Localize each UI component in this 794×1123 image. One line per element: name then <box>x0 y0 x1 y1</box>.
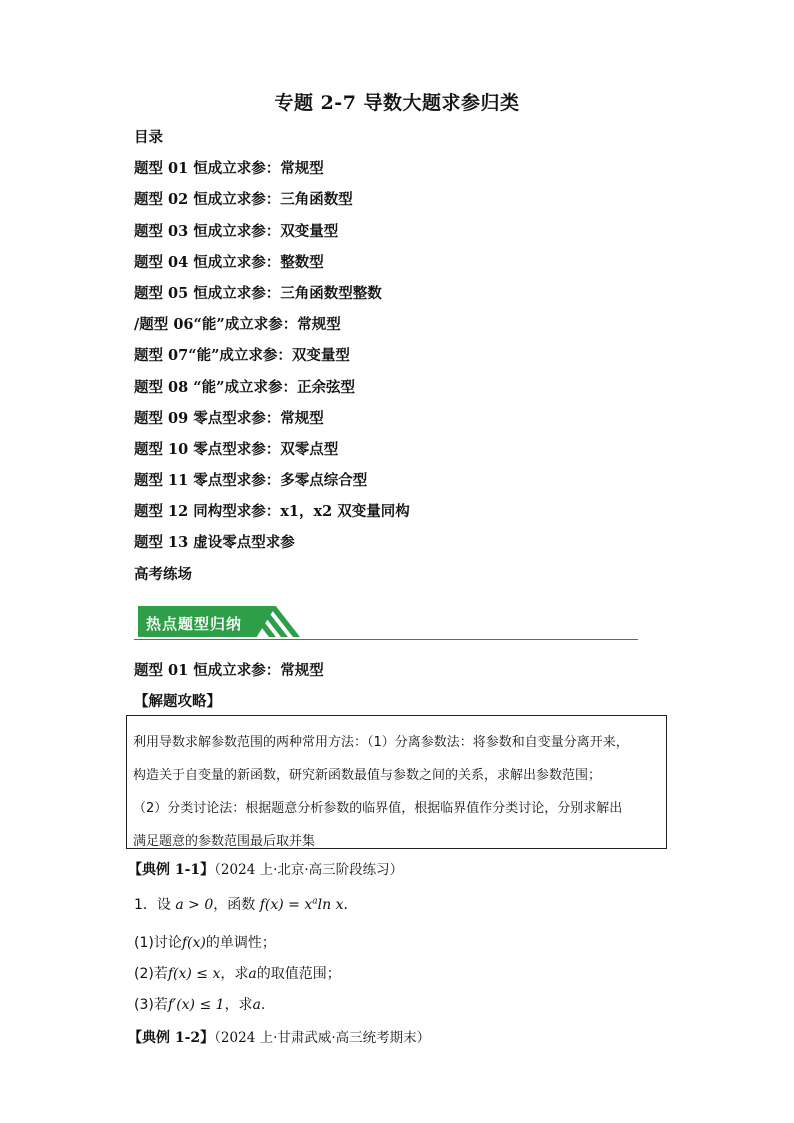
math-function-tail: ln x <box>317 897 344 913</box>
section-heading: 题型 01 恒成立求参：常规型 <box>134 662 324 679</box>
question-1 <box>134 932 276 952</box>
q3-mid: ，求 <box>224 997 253 1013</box>
toc-item[interactable]: /题型 06“能”成立求参：常规型 <box>134 316 341 334</box>
strategy-line: 利用导数求解参数范围的两种常用方法：（1）分离参数法：将参数和自变量分离开来， <box>133 735 629 750</box>
q2-expr: f(x) ≤ x <box>167 966 221 982</box>
strategy-line: 构造关于自变量的新函数，研究新函数最值与参数之间的关系，求解出参数范围； <box>133 768 602 783</box>
toc-footer[interactable]: 高考练场 <box>134 565 192 583</box>
page-title: 专题 2-7 导数大题求参归类 <box>274 92 520 114</box>
toc-item[interactable]: 题型 03 恒成立求参：双变量型 <box>134 222 339 240</box>
example-label: 【典例 1-1】 <box>128 862 215 878</box>
toc-item[interactable]: 题型 08 “能”成立求参：正余弦型 <box>134 378 355 396</box>
question-2 <box>134 963 341 983</box>
strategy-box <box>126 715 667 849</box>
strategy-line: （2）分类讨论法：根据题意分析参数的临界值，根据临界值作分类讨论，分别求解出 <box>133 801 623 816</box>
question-3 <box>134 994 265 1014</box>
q1-suffix: 的单调性； <box>205 935 276 951</box>
q3-expr: f′(x) ≤ 1 <box>167 997 225 1013</box>
toc-item[interactable]: 题型 07“能”成立求参：双变量型 <box>134 347 350 365</box>
example-heading <box>128 1026 430 1047</box>
example-source: （2024 上·甘肃武威·高三统考期末） <box>214 1030 431 1046</box>
toc-item[interactable]: 题型 01 恒成立求参：常规型 <box>134 160 324 178</box>
toc-item[interactable]: 题型 11 零点型求参：多零点综合型 <box>134 472 368 490</box>
q2-mid: ，求 <box>220 966 249 982</box>
math-condition: a > 0 <box>175 897 214 913</box>
toc-item[interactable]: 题型 10 零点型求参：双零点型 <box>134 440 339 458</box>
math-function <box>260 897 344 913</box>
problem-mid: ，函数 <box>213 897 256 913</box>
example-heading <box>128 858 403 879</box>
example-source: （2024 上·北京·高三阶段练习） <box>214 862 404 878</box>
q2-prefix: (2)若 <box>134 966 168 982</box>
banner-underline <box>134 639 638 641</box>
toc-item[interactable]: 题型 04 恒成立求参：整数型 <box>134 253 324 271</box>
q3-suffix: . <box>260 997 266 1013</box>
section-banner <box>134 604 638 640</box>
q2-suffix: 的取值范围； <box>256 966 341 982</box>
strategy-line: 满足题意的参数范围最后取并集 <box>133 834 316 849</box>
toc-item[interactable]: 题型 02 恒成立求参：三角函数型 <box>134 191 353 209</box>
toc-item[interactable]: 题型 12 同构型求参：x1，x2 双变量同构 <box>134 503 410 521</box>
q1-prefix: (1)讨论 <box>134 935 182 951</box>
banner-label: 热点题型归纳 <box>146 615 243 633</box>
q1-expr: f(x) <box>181 935 206 951</box>
problem-end: ． <box>343 897 358 913</box>
q3-var: a <box>252 997 261 1013</box>
toc-item[interactable]: 题型 09 零点型求参：常规型 <box>134 409 324 427</box>
toc-heading: 目录 <box>134 129 163 146</box>
toc-item[interactable]: 题型 05 恒成立求参：三角函数型整数 <box>134 284 382 302</box>
math-function-base: f(x) = x <box>259 897 313 913</box>
strategy-label: 【解题攻略】 <box>134 693 221 710</box>
problem-prefix: 1．设 <box>134 897 171 913</box>
toc-item[interactable]: 题型 13 虚设零点型求参 <box>134 534 295 552</box>
table-of-contents <box>134 128 410 596</box>
problem-statement <box>134 894 357 914</box>
example-label: 【典例 1-2】 <box>128 1030 215 1046</box>
q2-var: a <box>248 966 257 982</box>
math-exponent: a <box>312 896 318 907</box>
q3-prefix: (3)若 <box>134 997 168 1013</box>
